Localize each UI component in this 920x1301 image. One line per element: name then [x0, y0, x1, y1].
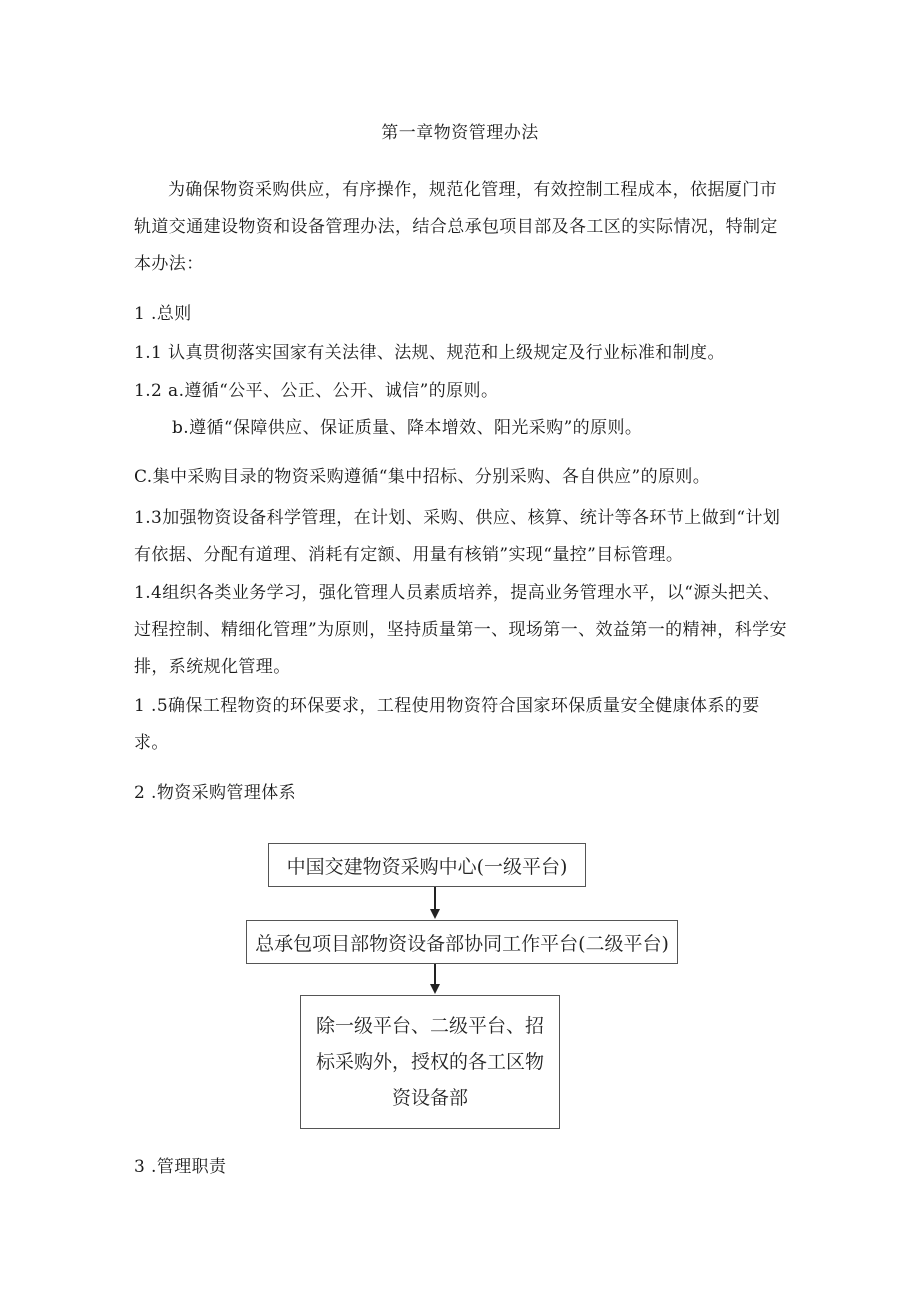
item-1-2b: b.遵循“保障供应、保证质量、降本增效、阳光采购”的原则。	[172, 418, 643, 438]
intro-paragraph: 为确保物资采购供应，有序操作，规范化管理，有效控制工程成本，依据厦门市轨道交通建设物资和设备管理办法，结合总承包项目部及各工区的实际情况，特制定本办法：	[134, 180, 778, 274]
item-c: C.集中采购目录的物资采购遵循“集中招标、分别采购、各自供应”的原则。	[134, 467, 711, 487]
section-2-heading: 2 .物资采购管理体系	[134, 783, 297, 803]
section-1-heading: 1 .总则	[134, 304, 192, 324]
item-1-3: 1.3加强物资设备科学管理，在计划、采购、供应、核算、统计等各环节上做到“计划有依据、分配有道理、消耗有定额、用量有核销”实现“量控”目标管理。	[134, 508, 781, 565]
item-1-1: 1.1 认真贯彻落实国家有关法律、法规、规范和上级规定及行业标准和制度。	[134, 343, 725, 363]
section-3-heading: 3 .管理职责	[134, 1157, 227, 1177]
diagram-box-level-1: 中国交建物资采购中心(一级平台)	[268, 843, 586, 887]
arrow-down-icon	[430, 909, 440, 919]
item-1-2a: 1.2 a.遵循“公平、公正、公开、诚信”的原则。	[134, 381, 499, 401]
item-1-4: 1.4组织各类业务学习，强化管理人员素质培养，提高业务管理水平，以“源头把关、过程控制、精细化管理”为原则，坚持质量第一、现场第一、效益第一的精神，科学安排，系统规化管理。	[134, 583, 787, 677]
diagram-box-level-3: 除一级平台、二级平台、招标采购外，授权的各工区物资设备部	[300, 995, 560, 1129]
item-1-5: 1 .5确保工程物资的环保要求，工程使用物资符合国家环保质量安全健康体系的要求。	[134, 696, 760, 753]
arrow-2-line	[434, 964, 436, 986]
diagram-box-level-2: 总承包项目部物资设备部协同工作平台(二级平台)	[246, 920, 678, 964]
page-title: 第一章物资管理办法	[381, 123, 539, 143]
arrow-down-icon	[430, 984, 440, 994]
arrow-1-line	[434, 887, 436, 911]
